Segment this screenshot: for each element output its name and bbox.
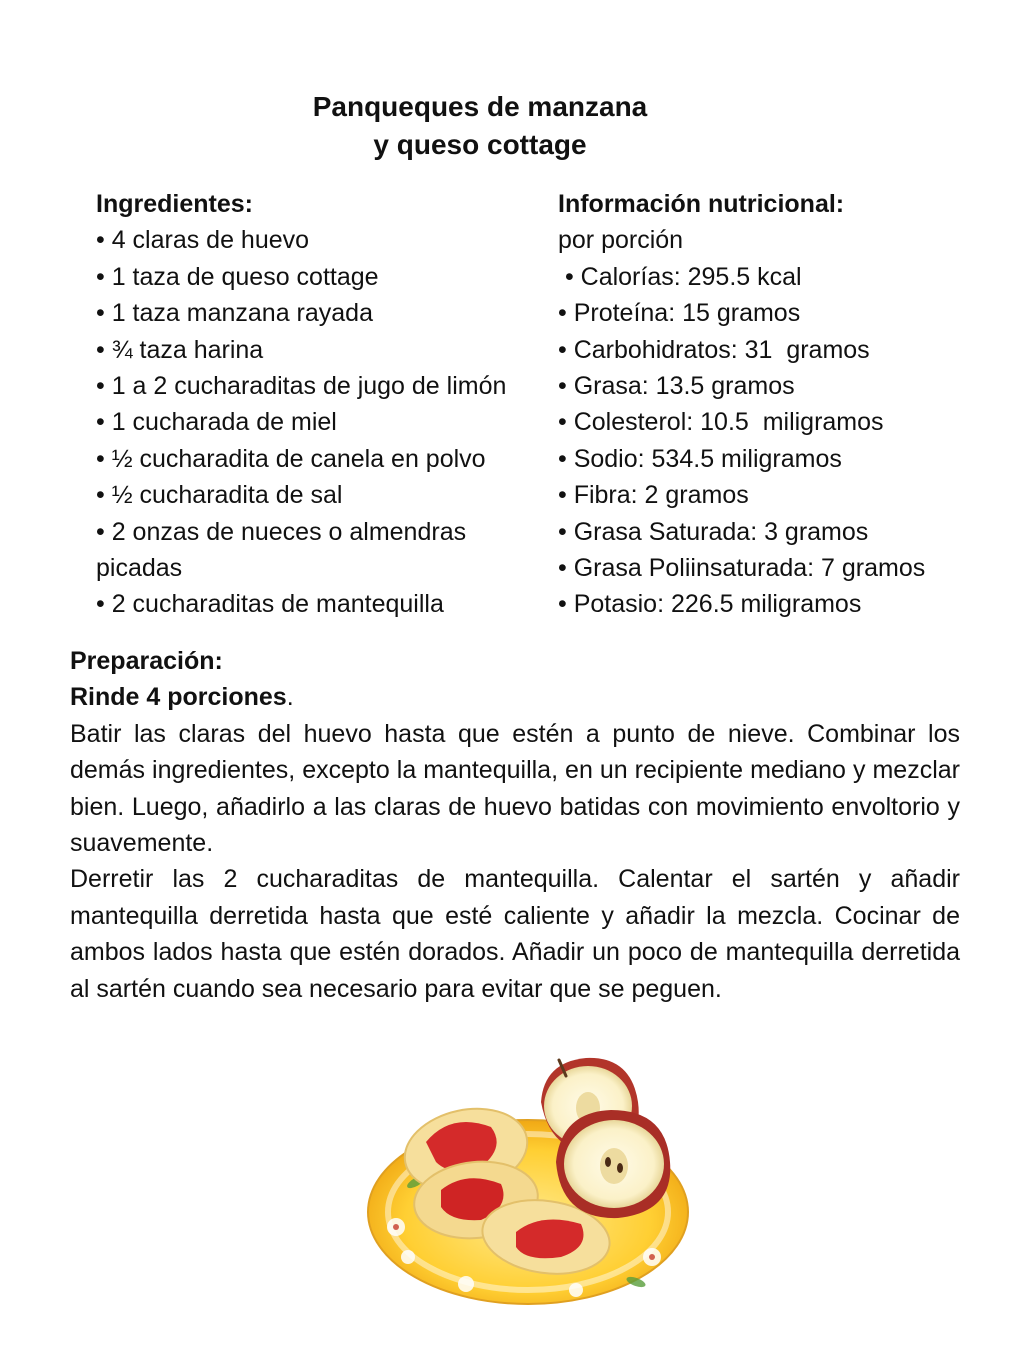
ingredient-item: • 1 cucharada de miel [96, 408, 337, 437]
ingredients-section [96, 186, 556, 623]
nutrition-item: • Fibra: 2 gramos [558, 481, 749, 510]
nutrition-item: • Potasio: 226.5 miligramos [558, 590, 862, 619]
nutrition-section [558, 186, 998, 623]
ingredient-item: • 1 taza manzana rayada [96, 299, 373, 328]
nutrition-subheading: por porción [558, 226, 684, 255]
yield-text: Rinde 4 porciones [70, 683, 287, 712]
ingredients-heading: Ingredientes: [96, 190, 253, 218]
nutrition-item: • Sodio: 534.5 miligramos [558, 444, 842, 473]
nutrition-heading: Información nutricional: [558, 190, 845, 218]
ingredient-item: • 1 taza de queso cottage [96, 262, 379, 291]
nutrition-item: • Proteína: 15 gramos [558, 299, 801, 328]
nutrition-item: • Carbohidratos: 31 gramos [558, 335, 870, 364]
yield-suffix: . [286, 683, 294, 712]
nutrition-item: • Grasa: 13.5 gramos [558, 372, 795, 401]
title-line-1: Panqueques de manzana [312, 91, 648, 122]
preparation-section [70, 643, 960, 1007]
title-line-2: y queso cottage [373, 129, 587, 160]
ingredient-item: • ½ cucharadita de canela en polvo [96, 444, 486, 473]
nutrition-item: • Grasa Poliinsaturada: 7 gramos [558, 554, 926, 583]
yield-line [70, 679, 960, 715]
preparation-paragraph: Batir las claras del huevo hasta que estén a punto de nieve. Combinar los demás ingredientes, excepto la mantequilla, en un recipiente mediano y mezclar bien. Luego, añadirlo a las claras de huevo batidas con movimiento envoltorio y suavemente. [70, 719, 960, 858]
preparation-heading: Preparación: [70, 647, 223, 675]
ingredient-item: • ½ cucharadita de sal [96, 481, 343, 510]
preparation-paragraph: Derretir las 2 cucharaditas de mantequilla. Calentar el sartén y añadir mantequilla derretida hasta que esté caliente y añadir la mezcla. Cocinar de ambos lados hasta que estén dorados. Añadir un poco de mantequilla derretida al sartén cuando sea necesario para evitar que se peguen. [70, 865, 960, 1003]
ingredient-item: • 4 claras de huevo [96, 226, 310, 255]
nutrition-item: • Grasa Saturada: 3 gramos [558, 517, 869, 546]
ingredient-item: • 1 a 2 cucharaditas de jugo de limón [96, 372, 507, 401]
ingredient-item: • 2 cucharaditas de mantequilla [96, 590, 444, 619]
ingredient-item: • 2 onzas de nueces o almendras picadas [96, 517, 467, 583]
ingredient-item: • ¾ taza harina [96, 335, 264, 364]
pancakes-and-apple-plate-illustration [356, 1052, 692, 1310]
recipe-title [0, 88, 960, 164]
nutrition-item: • Calorías: 295.5 kcal [558, 262, 802, 291]
nutrition-item: • Colesterol: 10.5 miligramos [558, 408, 884, 437]
